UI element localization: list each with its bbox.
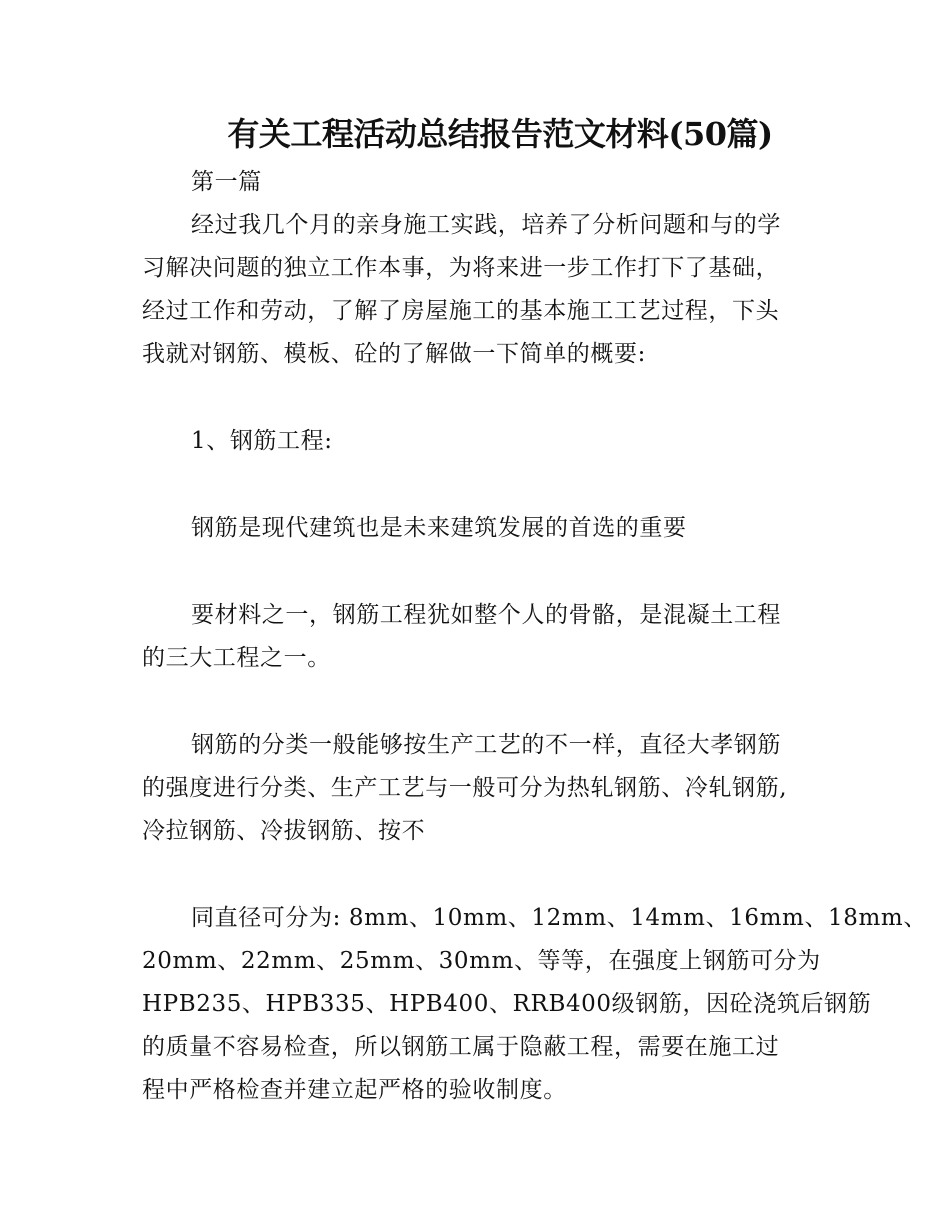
paragraph-line: 20mm、22mm、25mm、30mm、等等，在强度上钢筋可分为 [142, 948, 821, 974]
document-title: 有关工程活动总结报告范文材料(50篇) [227, 115, 773, 153]
paragraph-line: 程中严格检查并建立起严格的验收制度。 [142, 1077, 567, 1103]
paragraph-line: 经过工作和劳动，了解了房屋施工的基本施工工艺过程，下头 [142, 298, 780, 324]
paragraph-line: 的强度进行分类、生产工艺与一般可分为热轧钢筋、冷轧钢筋, [142, 775, 788, 801]
paragraph-line: 我就对钢筋、模板、砼的了解做一下简单的概要: [142, 341, 646, 367]
paragraph-line: 钢筋的分类一般能够按生产工艺的不一样，直径大孝钢筋 [191, 732, 781, 758]
section-heading: 第一篇 [191, 169, 262, 195]
paragraph-line: 的质量不容易检查，所以钢筋工属于隐蔽工程，需要在施工过 [142, 1034, 780, 1060]
subsection-heading: 1、钢筋工程: [191, 428, 333, 454]
paragraph-line: HPB235、HPB335、HPB400、RRB400级钢筋，因砼浇筑后钢筋 [142, 991, 872, 1017]
paragraph-line: 的三大工程之一。 [142, 645, 331, 671]
paragraph-line: 冷拉钢筋、冷拔钢筋、按不 [142, 818, 426, 844]
paragraph-line: 要材料之一，钢筋工程犹如整个人的骨骼，是混凝土工程 [191, 602, 781, 628]
paragraph-line: 习解决问题的独立工作本事，为将来进一步工作打下了基础， [142, 255, 780, 281]
paragraph-line: 经过我几个月的亲身施工实践，培养了分析问题和与的学 [191, 212, 781, 238]
paragraph-line: 钢筋是现代建筑也是未来建筑发展的首选的重要 [191, 515, 687, 541]
paragraph-line: 同直径可分为: 8mm、10mm、12mm、14mm、16mm、18mm、 [191, 905, 927, 931]
